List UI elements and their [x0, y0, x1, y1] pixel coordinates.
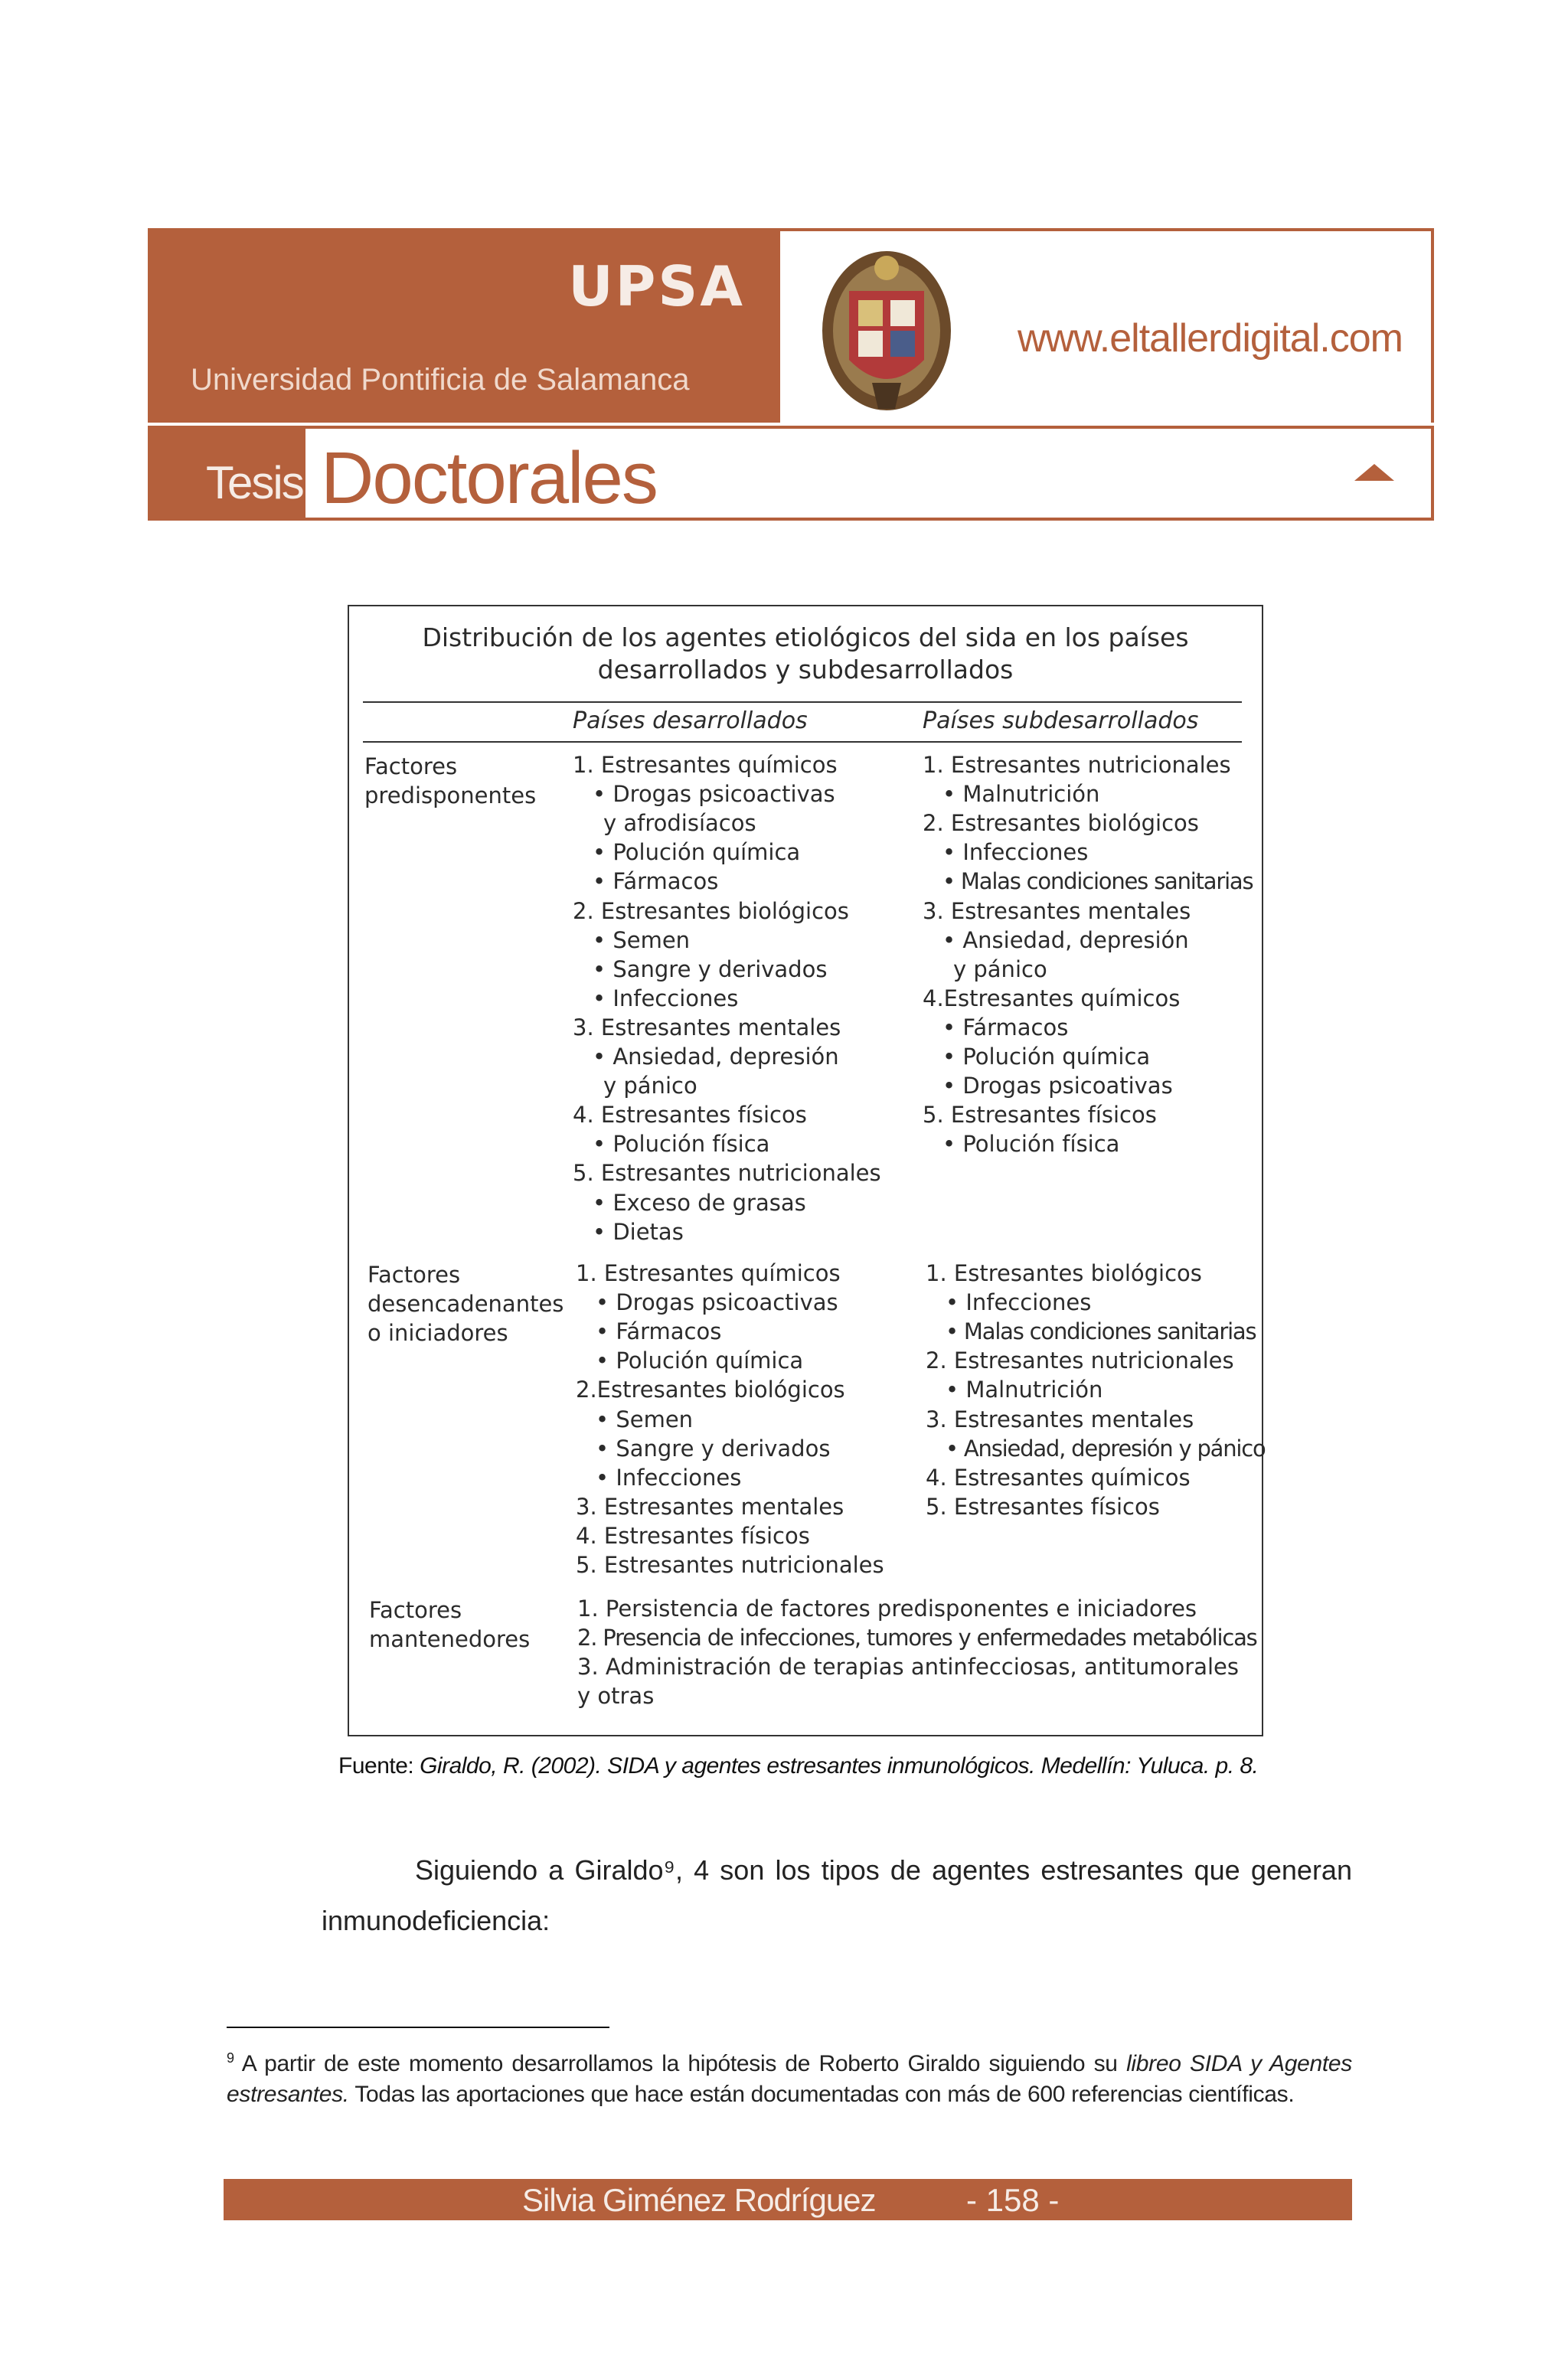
paragraph-word: a	[548, 1854, 564, 1886]
paragraph-word: agentes	[932, 1854, 1031, 1886]
row-label-line: predisponentes	[364, 782, 537, 808]
table-list-item: • Infecciones	[946, 1289, 1092, 1316]
table-list-item: 2. Estresantes biológicos	[573, 897, 849, 924]
footnote-text-b: Todas las aportaciones que hace están documentadas con más de 600 referencias científicas.	[348, 2082, 1295, 2107]
figure-title-line-2: desarrollados y subdesarrollados	[597, 655, 1014, 684]
paragraph-word: son	[720, 1854, 765, 1886]
university-seal-icon	[818, 245, 955, 413]
header-rule	[363, 741, 1242, 743]
table-list-item: 1. Estresantes nutricionales	[923, 752, 1231, 778]
table-list-item: • Drogas psicoactivas	[596, 1289, 838, 1316]
section-title: Doctorales	[321, 437, 657, 519]
paragraph-word: Giraldo⁹,	[574, 1854, 683, 1886]
table-list-item: • Drogas psicoativas	[942, 1073, 1173, 1099]
figure-source-caption	[338, 1753, 1258, 1779]
table-list-item: • Fármacos	[593, 868, 719, 895]
row-label-predisponentes	[364, 752, 536, 810]
caption-citation: Giraldo, R. (2002). SIDA y agentes estresantes inmunológicos. Medellín: Yuluca. p. 8.	[420, 1753, 1259, 1779]
footer-author: Silvia Giménez Rodríguez	[522, 2182, 876, 2218]
table-list-item: 5. Estresantes nutricionales	[576, 1552, 884, 1578]
paragraph-line-1	[322, 1845, 1352, 1896]
paragraph-word: los	[775, 1854, 811, 1886]
table-list-item: 4. Estresantes físicos	[576, 1522, 810, 1549]
figure-title-line-1: Distribución de los agentes etiológicos del sida en los países	[422, 622, 1189, 652]
table-list-item: 2. Estresantes biológicos	[923, 810, 1199, 837]
row-label-desencadenantes	[368, 1260, 564, 1347]
table-list-item: • Polución física	[942, 1131, 1120, 1158]
table-list-item: 3. Estresantes mentales	[576, 1493, 844, 1520]
table-list-item: • Malnutrición	[946, 1377, 1103, 1403]
column-header-developed: Países desarrollados	[573, 707, 808, 734]
table-list-item: • Malas condiciones sanitarias	[942, 868, 1253, 895]
row-label-line: mantenedores	[369, 1626, 531, 1652]
paragraph-line-2: inmunodeficiencia:	[322, 1905, 550, 1936]
table-list-item: 1. Estresantes químicos	[573, 752, 838, 778]
university-name: Universidad Pontificia de Salamanca	[191, 363, 690, 397]
title-rule	[363, 701, 1242, 703]
table-list-item: 4. Estresantes físicos	[573, 1102, 807, 1129]
row-label-line: o iniciadores	[368, 1320, 508, 1346]
table-list-item: • Fármacos	[942, 1014, 1069, 1040]
table-list-item: • Infecciones	[593, 985, 739, 1011]
table-list-item: • Dietas	[593, 1218, 684, 1245]
row-label-line: desencadenantes	[368, 1291, 564, 1317]
table-list-item: y pánico	[603, 1073, 697, 1099]
table-list-item: 2. Estresantes nutricionales	[926, 1347, 1234, 1374]
table-list-item: • Exceso de grasas	[593, 1189, 806, 1216]
table-list-item: • Fármacos	[596, 1318, 722, 1345]
table-list-item: • Polución química	[596, 1347, 804, 1374]
row-label-mantenedores	[369, 1596, 530, 1654]
table-list-item: • Polución química	[593, 839, 801, 866]
footnote-text-italic: libreo SIDA y Agentes estresantes.	[227, 2051, 1352, 2107]
table-list-item: 4. Estresantes químicos	[926, 1464, 1191, 1491]
column-header-underdeveloped: Países subdesarrollados	[923, 707, 1199, 734]
brand-panel	[148, 228, 780, 423]
table-list-item: y pánico	[953, 955, 1047, 982]
footnote-separator	[227, 2027, 609, 2028]
table-list-item: 4.Estresantes químicos	[923, 985, 1181, 1011]
table-list-item: 1. Estresantes biológicos	[926, 1260, 1202, 1286]
table-list-item: • Sangre y derivados	[596, 1435, 831, 1462]
body-paragraph	[322, 1845, 1352, 1946]
table-list-item: • Ansiedad, depresión	[593, 1044, 839, 1070]
row-label-line: Factores	[364, 753, 458, 779]
table-list-item: • Infecciones	[596, 1464, 742, 1491]
paragraph-word: estresantes	[1040, 1854, 1184, 1886]
table-list-item: • Polución química	[942, 1044, 1151, 1070]
table-list-item: 2.Estresantes biológicos	[576, 1377, 845, 1403]
paragraph-word: que	[1194, 1854, 1240, 1886]
seal-panel	[780, 228, 1434, 423]
table-list-item: • Ansiedad, depresión	[942, 926, 1189, 953]
page-footer	[224, 2179, 1352, 2220]
table-list-item: • Ansiedad, depresión y pánico	[946, 1435, 1266, 1462]
table-list-item: y otras	[577, 1683, 655, 1710]
table-list-item: 1. Estresantes químicos	[576, 1260, 841, 1286]
table-list-item: 5. Estresantes físicos	[923, 1102, 1157, 1129]
table-list-item: 3. Administración de terapias antinfecciosas, antitumorales	[577, 1654, 1239, 1681]
paragraph-word: Siguiendo	[415, 1854, 538, 1886]
section-bar	[148, 426, 1434, 521]
table-list-item: 3. Estresantes mentales	[573, 1014, 841, 1040]
footnote-marker: 9	[227, 2050, 234, 2066]
table-list-item: 3. Estresantes mentales	[923, 897, 1191, 924]
header-banner	[148, 228, 1434, 521]
site-url-link[interactable]: www.eltallerdigital.com	[1018, 316, 1403, 361]
table-list-item: • Semen	[593, 926, 691, 953]
table-list-item: • Semen	[596, 1406, 694, 1432]
table-list-item: 2. Presencia de infecciones, tumores y enfermedades metabólicas	[577, 1625, 1257, 1651]
table-list-item: 3. Estresantes mentales	[926, 1406, 1194, 1432]
section-small-label: Tesis	[206, 457, 303, 508]
paragraph-word: generan	[1250, 1854, 1352, 1886]
row-label-line: Factores	[369, 1597, 462, 1623]
table-list-item: 1. Persistencia de factores predisponentes e iniciadores	[577, 1596, 1197, 1622]
caption-label: Fuente:	[338, 1753, 414, 1779]
section-tab	[148, 429, 305, 521]
table-list-item: • Sangre y derivados	[593, 955, 828, 982]
table-list-item: • Malnutrición	[942, 781, 1100, 808]
table-list-item: y afrodisíacos	[603, 810, 756, 837]
etiology-table-figure	[348, 605, 1266, 1736]
row-label-line: Factores	[368, 1262, 461, 1288]
footer-page-number: - 158 -	[966, 2182, 1060, 2218]
footnote-text-a: A partir de este momento desarrollamos la hipótesis de Roberto Giraldo siguiendo su	[241, 2051, 1127, 2076]
triangle-up-icon[interactable]	[1354, 464, 1394, 481]
paragraph-word: de	[890, 1854, 921, 1886]
table-list-item: • Infecciones	[942, 839, 1089, 866]
table-list-item: • Malas condiciones sanitarias	[946, 1318, 1256, 1345]
footnote-9	[227, 2043, 1352, 2110]
paragraph-word: tipos	[821, 1854, 880, 1886]
table-list-item: • Drogas psicoactivas	[593, 781, 835, 808]
paragraph-word: 4	[694, 1854, 710, 1886]
table-list-item: 5. Estresantes físicos	[926, 1493, 1160, 1520]
table-list-item: 5. Estresantes nutricionales	[573, 1160, 881, 1187]
brand-logo-text: UPSA	[568, 254, 745, 318]
table-list-item: • Polución física	[593, 1131, 770, 1158]
